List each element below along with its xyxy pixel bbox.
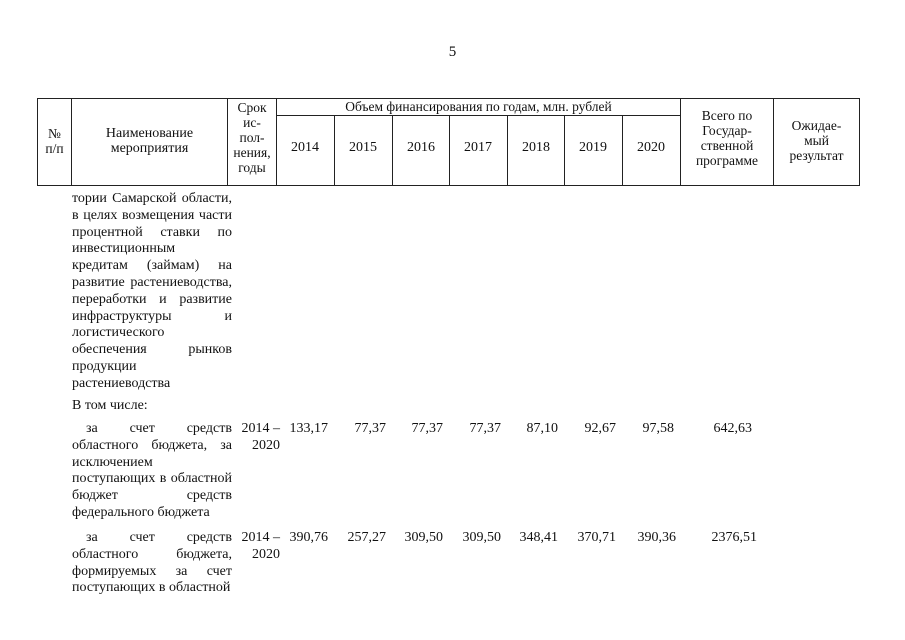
header-name: Наименование мероприятия [105,126,194,156]
row-period: 2014 – 2020 [241,421,280,453]
header-total: Всего по Государ- ственной программе [695,108,759,168]
row-total: 642,63 [713,421,752,436]
row-value: 77,37 [411,421,443,436]
header-year: 2018 [522,140,550,155]
row-value: 133,17 [289,421,328,436]
row-value: 257,27 [347,530,386,545]
header-year: 2017 [464,140,492,155]
row-value: 77,37 [354,421,386,436]
header-number: № п/п [45,126,64,156]
row-value: 97,58 [642,421,674,436]
continuation-text: тории Самарской области, в целях возмещения части процентной ставки по инвестиционным кредитам (займам) на развитие растениеводства, переработки и развитие инфраструктуры и логистического обеспечения рынков продукции растениеводства [72,191,232,391]
row-name: за счет средств областного бюджета, за исключением поступающих в областной бюджет средств федерального бюджета [72,421,232,520]
header-financing: Объем финансирования по годам, млн. рублей [345,99,612,114]
header-year: 2020 [637,140,665,155]
row-value: 390,76 [289,530,328,545]
row-period: 2014 – 2020 [241,530,280,562]
row-value: 348,41 [519,530,558,545]
header-year: 2014 [291,140,319,155]
header-year: 2015 [349,140,377,155]
header-year: 2016 [407,140,435,155]
header-period: Срок ис- пол- нения, годы [233,100,271,175]
row-value: 87,10 [526,421,558,436]
row-value: 309,50 [462,530,501,545]
page-number: 5 [448,44,457,60]
header-year: 2019 [579,140,607,155]
row-value: 77,37 [469,421,501,436]
in-that-number-label: В том числе: [72,398,148,413]
row-value: 92,67 [584,421,616,436]
row-total: 2376,51 [711,530,757,545]
row-name: за счет средств областного бюджета, формируемых за счет поступающих в областной [72,530,232,596]
row-value: 309,50 [404,530,443,545]
row-value: 370,71 [577,530,616,545]
row-value: 390,36 [637,530,676,545]
header-result: Ожидае- мый результат [789,118,844,163]
